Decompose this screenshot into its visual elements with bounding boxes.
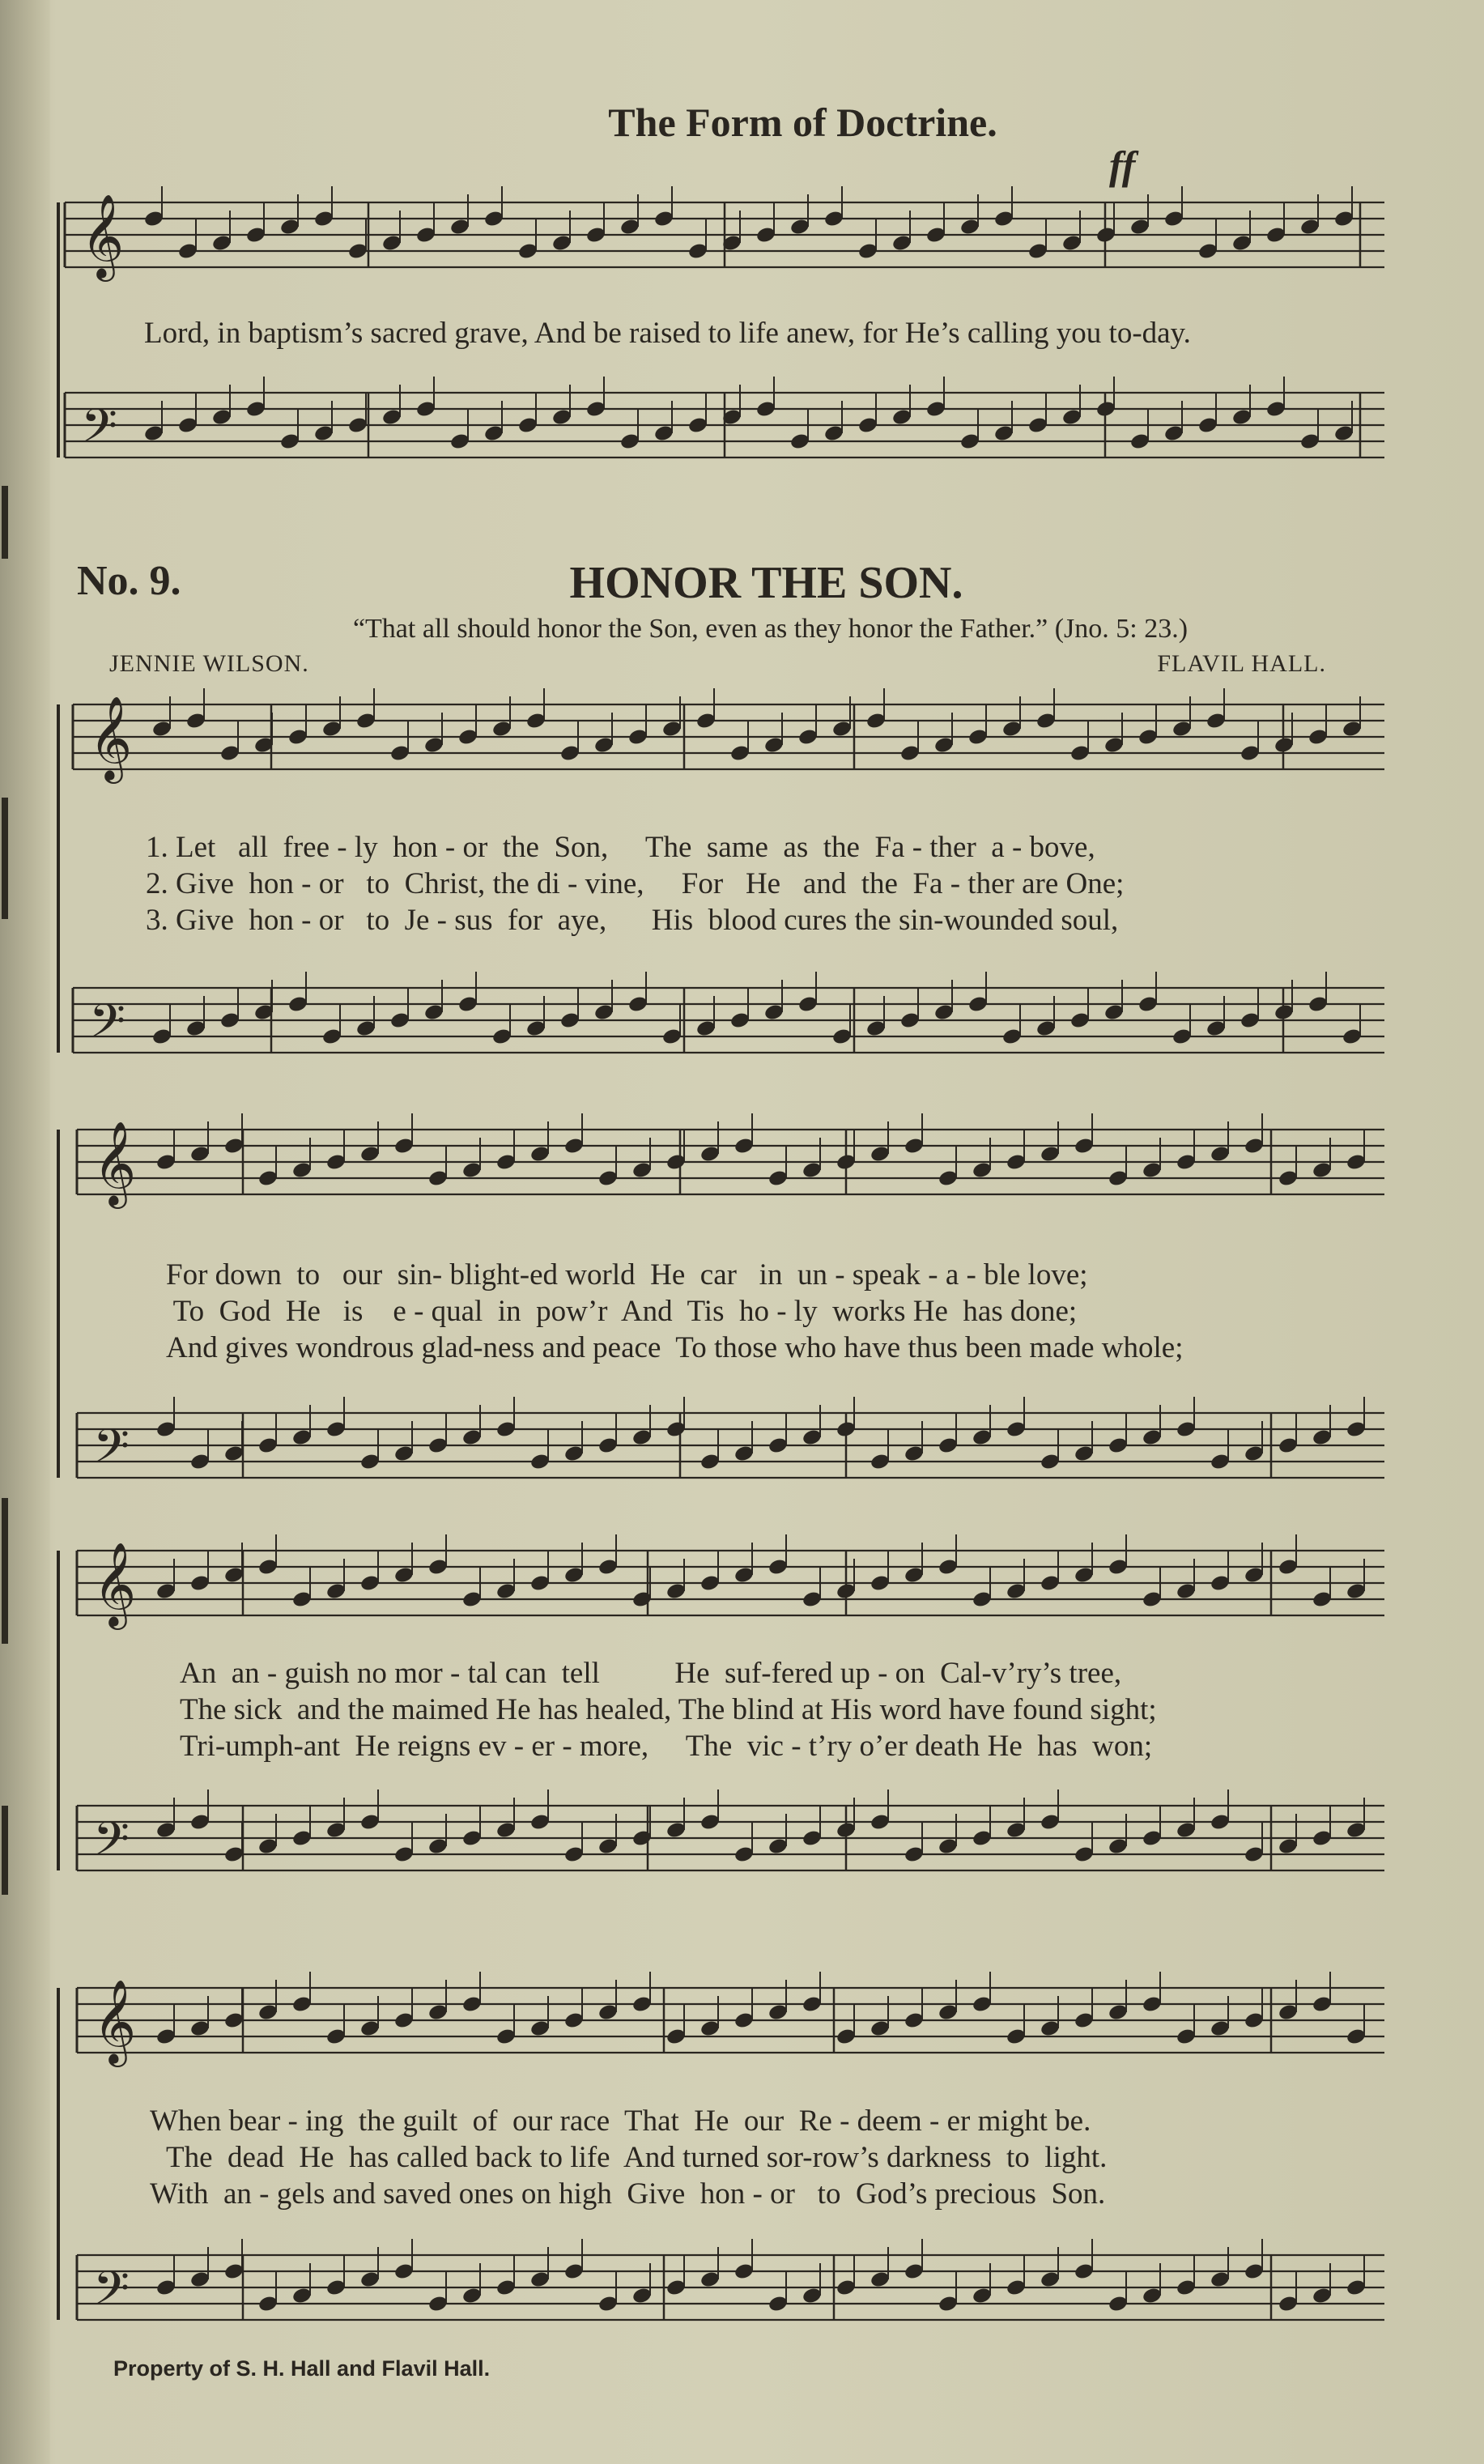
dynamic-marking: ff <box>1109 143 1136 188</box>
lyric-line: Tri-umph-ant He reigns ev - er - more, The vic - t’ry o’er death He has won; <box>180 1730 1153 1763</box>
treble-clef-icon: 𝄞 <box>81 194 125 279</box>
lyric-line: The dead He has called back to life And turned sor-row’s darkness to light. <box>166 2141 1108 2174</box>
treble-clef-icon: 𝄞 <box>93 1542 137 1627</box>
clefs <box>81 194 136 2327</box>
previous-hymn-title: The Form of Doctrine. <box>608 100 997 145</box>
lyric-line: 3. Give hon - or to Je - sus for aye, His blood cures the sin-wounded soul, <box>146 904 1119 937</box>
note-heads <box>143 186 1367 2313</box>
lyric-line: For down to our sin- blight-ed world He car in un - speak - a - ble love; <box>166 1258 1088 1292</box>
copyright-footer: Property of S. H. Hall and Flavil Hall. <box>113 2356 491 2381</box>
bass-clef-icon: 𝄢 <box>93 1419 130 1485</box>
lyric-line: 2. Give hon - or to Christ, the di - vine, For He and the Fa - ther are One; <box>146 867 1125 900</box>
lyric-line: An an - guish no mor - tal can tell He suf-fered up - on Cal-v’ry’s tree, <box>180 1657 1122 1690</box>
bass-clef-icon: 𝄢 <box>93 2261 130 2327</box>
bass-clef-icon: 𝄢 <box>93 1811 130 1878</box>
lyricist-credit: JENNIE WILSON. <box>109 650 309 677</box>
bass-clef-icon: 𝄢 <box>81 398 118 465</box>
hymn-title: HONOR THE SON. <box>569 558 963 608</box>
lyric-line: The sick and the maimed He has healed, The blind at His word have found sight; <box>180 1693 1157 1726</box>
hymn-number: No. 9. <box>77 558 181 604</box>
treble-clef-icon: 𝄞 <box>93 1121 137 1206</box>
treble-clef-icon: 𝄞 <box>93 1979 137 2064</box>
lyric-line: When bear - ing the guilt of our race That He our Re - deem - er might be. <box>150 2104 1091 2138</box>
lyric-line: To God He is e - qual in pow’r And Tis ho - ly works He has done; <box>166 1295 1078 1328</box>
treble-clef-icon: 𝄞 <box>89 696 133 781</box>
scripture-reference: “That all should honor the Son, even as they honor the Father.” (Jno. 5: 23.) <box>352 614 1188 644</box>
bass-clef-icon: 𝄢 <box>89 994 126 1060</box>
lyric-line: 1. Let all free - ly hon - or the Son, The same as the Fa - ther a - bove, <box>146 831 1095 864</box>
lyric-line: With an - gels and saved ones on high Give hon - or to God’s precious Son. <box>150 2177 1106 2211</box>
lyric-line: And gives wondrous glad-ness and peace To those who have thus been made whole; <box>166 1331 1184 1364</box>
previous-hymn-lyric: Lord, in baptism’s sacred grave, And be raised to life anew, for He’s calling you to-day. <box>144 317 1191 350</box>
composer-credit: FLAVIL HALL. <box>1157 650 1326 677</box>
